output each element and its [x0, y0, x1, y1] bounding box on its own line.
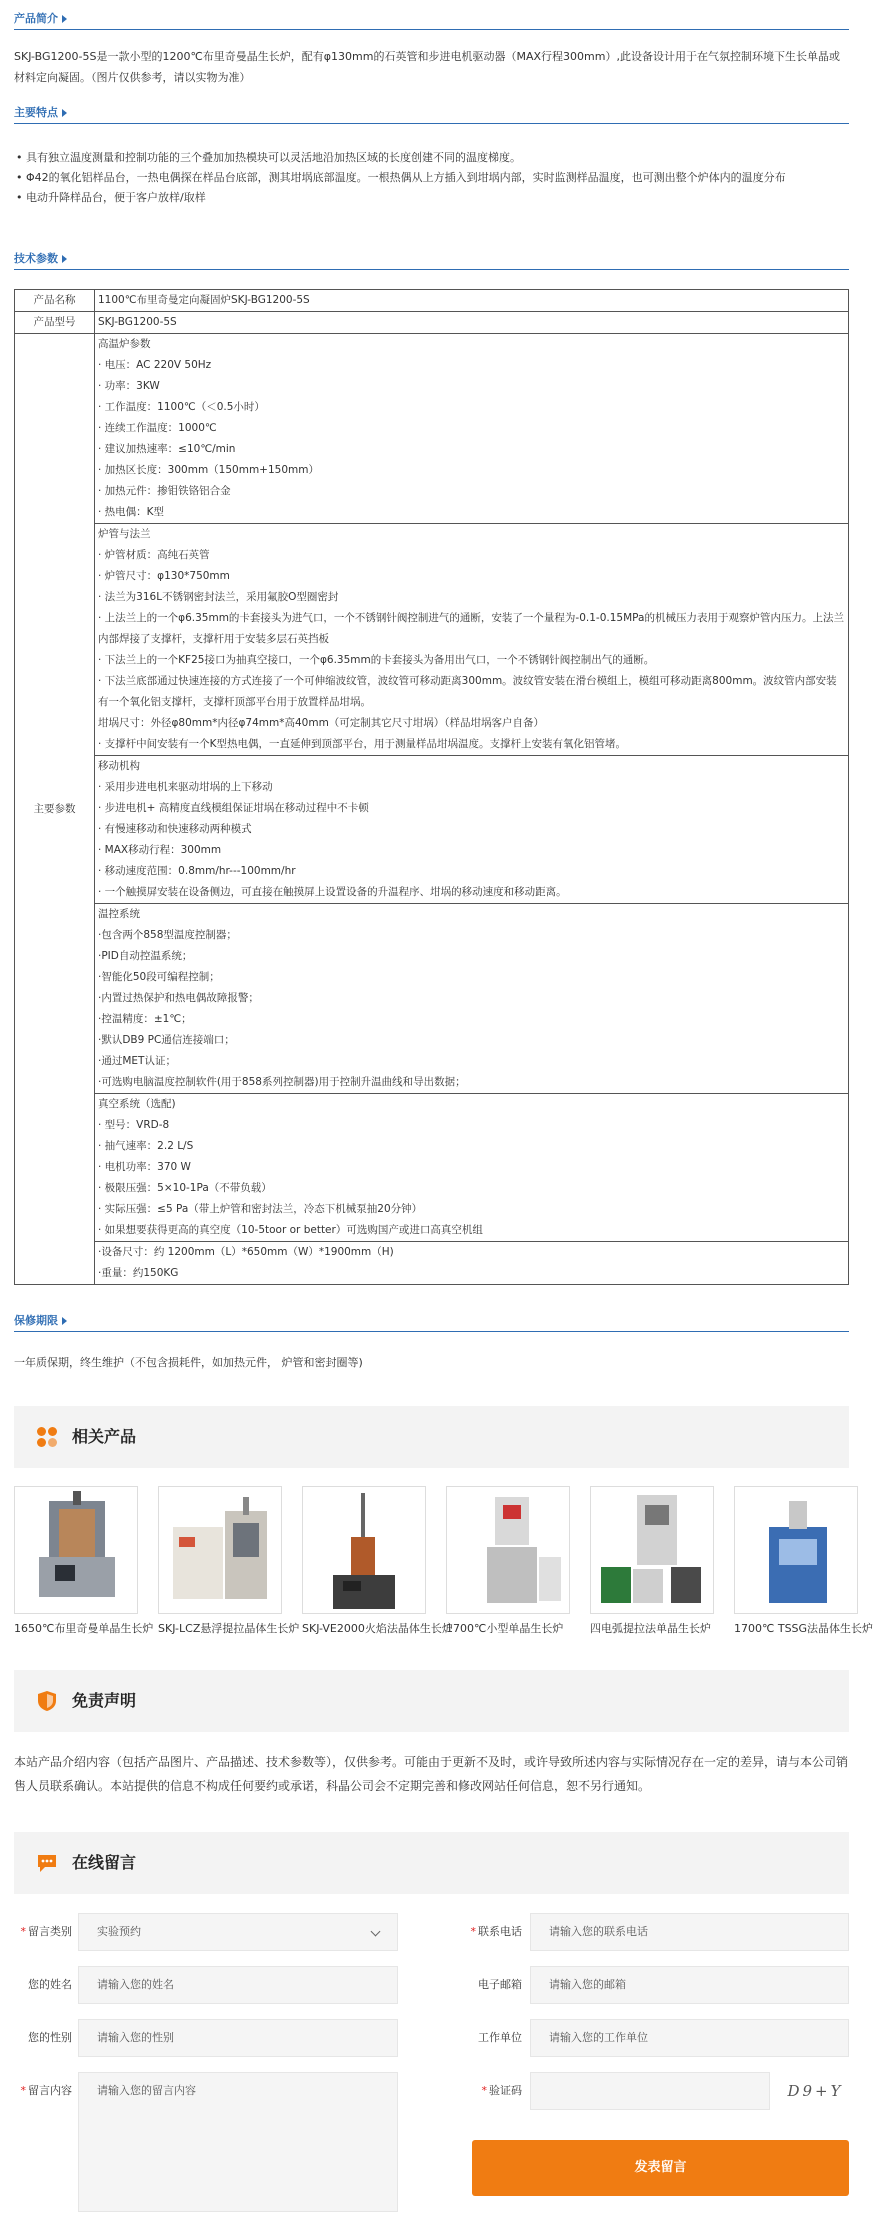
specs-heading-text: 技术参数: [14, 252, 58, 265]
spec-line: · 下法兰底部通过快速连接的方式连接了一个可伸缩波纹管，波纹管可移动距离300mm。波纹管安装在滑台模组上，模组可移动距离800mm。波纹管内部安装有一个氧化铝支撑杆，支撑杆顶部平台用于放置样品坩埚。: [98, 675, 837, 708]
captcha-image[interactable]: D9+Y: [787, 2082, 844, 2100]
spec-line: · 法兰为316L不锈钢密封法兰，采用氟胶O型圈密封: [98, 591, 339, 603]
product-card[interactable]: [158, 1486, 300, 1638]
spec-line: · 连续工作温度：1000℃: [98, 422, 217, 434]
product-image[interactable]: [734, 1486, 858, 1614]
table-row: [15, 290, 849, 312]
spec-line: · 电压：AC 220V 50Hz: [98, 359, 212, 371]
content-label: * 留言内容: [20, 2084, 72, 2097]
spec-line: · 移动速度范围：0.8mm/hr---100mm/hr: [98, 865, 296, 877]
table-row: [15, 334, 849, 524]
email-input[interactable]: 请输入您的邮箱: [530, 1966, 849, 2004]
spec-line: · 下法兰上的一个KF25接口为抽真空接口，一个φ6.35mm的卡套接头为备用出气口，一个不锈钢针阀控制出气的通断。: [98, 654, 655, 666]
spec-group: [95, 904, 849, 1094]
spec-key: 主要参数: [15, 334, 95, 1285]
spec-line: · 加热元件：掺钼铁铬铝合金: [98, 485, 231, 497]
spec-group: [95, 756, 849, 904]
spec-line: · 电机功率：370 W: [98, 1161, 191, 1173]
arrow-right-icon: [62, 109, 67, 117]
table-row: [15, 524, 849, 756]
spec-line: ·重量：约150KG: [98, 1267, 179, 1279]
spec-line: · 热电偶：K型: [98, 506, 165, 518]
table-row: [15, 1242, 849, 1285]
product-card[interactable]: [14, 1486, 154, 1638]
related-header: [14, 1406, 849, 1468]
features-heading-text: 主要特点: [14, 106, 58, 119]
spec-line: · 型号：VRD-8: [98, 1119, 170, 1131]
spec-value: 1100℃布里奇曼定向凝固炉SKJ-BG1200-5S: [95, 290, 849, 312]
product-name[interactable]: 1650℃布里奇曼单晶生长炉: [14, 1622, 154, 1635]
product-image[interactable]: [590, 1486, 714, 1614]
spec-line: · 步进电机+ 高精度直线模组保证坩埚在移动过程中不卡顿: [98, 802, 369, 814]
captcha-input[interactable]: [530, 2072, 770, 2110]
spec-group: [95, 524, 849, 756]
category-select[interactable]: [78, 1913, 398, 1951]
spec-line: ·可选购电脑温度控制软件(用于858系列控制器)用于控制升温曲线和导出数据；: [98, 1076, 466, 1088]
spec-line: · 实际压强：≤5 Pa（带上炉管和密封法兰，冷态下机械泵抽20分钟）: [98, 1203, 423, 1215]
warranty-heading-text: 保修期限: [14, 1314, 58, 1327]
product-image[interactable]: [302, 1486, 426, 1614]
content-textarea[interactable]: 请输入您的留言内容: [78, 2072, 398, 2212]
warranty-text: 一年质保期，终生维护（不包含损耗件，如加热元件， 炉管和密封圈等): [14, 1356, 363, 1369]
list-item: • 具有独立温度测量和控制功能的三个叠加加热模块可以灵活地沿加热区域的长度创建不同的温度梯度。: [14, 148, 849, 168]
intro-heading-text: 产品简介: [14, 12, 58, 25]
spec-line: · 炉管材质：高纯石英管: [98, 549, 210, 561]
specs-heading: [14, 250, 849, 270]
product-card[interactable]: [446, 1486, 570, 1638]
table-row: [15, 904, 849, 1094]
arrow-right-icon: [62, 1317, 67, 1325]
product-image[interactable]: [14, 1486, 138, 1614]
product-image[interactable]: [446, 1486, 570, 1614]
spec-line: ·通过MET认证；: [98, 1055, 176, 1067]
table-row: [15, 1094, 849, 1242]
spec-line: · 建议加热速率：≤10℃/min: [98, 443, 236, 455]
spec-table: [14, 289, 849, 1285]
spec-line: · 一个触摸屏安装在设备侧边，可直接在触摸屏上设置设备的升温程序、坩埚的移动速度和移动距离。: [98, 886, 567, 898]
gender-label: 您的性别: [28, 2031, 72, 2044]
spec-line: ·PID自动控温系统；: [98, 950, 193, 962]
arrow-right-icon: [62, 255, 67, 263]
warranty-heading: [14, 1312, 849, 1332]
spec-line: ·控温精度：±1℃；: [98, 1013, 192, 1025]
gender-input[interactable]: 请输入您的性别: [78, 2019, 398, 2057]
phone-label: * 联系电话: [470, 1925, 522, 1938]
list-item: • Φ42的氧化铝样品台，一热电偶探在样品台底部，测其坩埚底部温度。一根热偶从上方插入到坩埚内部，实时监测样品温度，也可测出整个炉体内的温度分布: [14, 168, 849, 188]
related-title: 相关产品: [72, 1427, 137, 1446]
table-row: [15, 312, 849, 334]
spec-line: 温控系统: [98, 908, 140, 920]
product-name[interactable]: 1700℃小型单晶生长炉: [446, 1622, 564, 1635]
category-selected-value: 实验预约: [97, 1925, 141, 1938]
spec-line: · 炉管尺寸：φ130*750mm: [98, 570, 230, 582]
grid-icon: [36, 1426, 58, 1448]
spec-line: 坩埚尺寸：外径φ80mm*内径φ74mm*高40mm（可定制其它尺寸坩埚）（样品坩埚客户自备）: [98, 717, 545, 729]
features-list: [14, 148, 849, 208]
spec-group: [95, 1094, 849, 1242]
spec-line: · 抽气速率：2.2 L/S: [98, 1140, 194, 1152]
spec-value: SKJ-BG1200-5S: [95, 312, 849, 334]
spec-line: · 上法兰上的一个φ6.35mm的卡套接头为进气口，一个不锈钢针阀控制进气的通断，安装了一个量程为-0.1-0.15MPa的机械压力表用于观察炉管内压力。上法兰内部焊接了支撑杆，支撑杆用于安装多层石英挡板: [98, 612, 844, 645]
spec-line: · 工作温度：1100℃（＜0.5小时）: [98, 401, 265, 413]
features-heading: [14, 104, 849, 124]
spec-line: · 加热区长度：300mm（150mm+150mm）: [98, 464, 319, 476]
message-header: [14, 1832, 849, 1894]
spec-line: ·包含两个858型温度控制器；: [98, 929, 237, 941]
spec-group: [95, 334, 849, 524]
disclaimer-text: 本站产品介绍内容（包括产品图片、产品描述、技术参数等），仅供参考。可能由于更新不及时，或许导致所述内容与实际情况存在一定的差异，请与本公司销售人员联系确认。本站提供的信息不构成任何要约或承诺，科晶公司会不定期完善和修改网站任何信息，恕不另行通知。: [14, 1755, 849, 1793]
product-card[interactable]: [590, 1486, 714, 1638]
spec-line: · 如果想要获得更高的真空度（10-5toor or better）可选购国产或进口高真空机组: [98, 1224, 483, 1236]
shield-icon: [36, 1690, 58, 1712]
product-card[interactable]: [302, 1486, 453, 1638]
disclaimer-header: [14, 1670, 849, 1732]
email-label: 电子邮箱: [478, 1978, 522, 1991]
spec-line: · 采用步进电机来驱动坩埚的上下移动: [98, 781, 273, 793]
submit-button[interactable]: 发表留言: [472, 2140, 849, 2196]
captcha-label: * 验证码: [481, 2084, 522, 2097]
spec-group: [95, 1242, 849, 1285]
name-label: 您的姓名: [28, 1978, 72, 1991]
product-card[interactable]: [734, 1486, 873, 1638]
spec-line: · 支撑杆中间安装有一个K型热电偶，一直延伸到顶部平台，用于测量样品坩埚温度。支撑杆上安装有氧化铝管堵。: [98, 738, 627, 750]
spec-line: 高温炉参数: [98, 338, 151, 350]
product-name[interactable]: SKJ-LCZ悬浮提拉晶体生长炉: [158, 1622, 300, 1635]
disclaimer-title: 免责声明: [72, 1691, 137, 1710]
product-name[interactable]: 四电弧提拉法单晶生长炉: [590, 1622, 711, 1635]
spec-key: 产品型号: [15, 312, 95, 334]
spec-line: · 功率：3KW: [98, 380, 160, 392]
company-label: 工作单位: [478, 2031, 522, 2044]
intro-heading: [14, 10, 849, 30]
category-label: * 留言类别: [20, 1925, 72, 1938]
spec-line: ·默认DB9 PC通信连接端口；: [98, 1034, 235, 1046]
spec-line: ·设备尺寸：约 1200mm（L）*650mm（W）*1900mm（H): [98, 1246, 394, 1258]
spec-line: · MAX移动行程：300mm: [98, 844, 222, 856]
spec-line: 炉管与法兰: [98, 528, 151, 540]
chevron-down-icon: [371, 1927, 381, 1937]
list-item: • 电动升降样品台，便于客户放样/取样: [14, 188, 849, 208]
arrow-right-icon: [62, 15, 67, 23]
spec-key: 产品名称: [15, 290, 95, 312]
message-title: 在线留言: [72, 1853, 137, 1872]
spec-line: 移动机构: [98, 760, 140, 772]
chat-bubble-icon: [36, 1852, 58, 1874]
spec-line: ·内置过热保护和热电偶故障报警；: [98, 992, 259, 1004]
product-name[interactable]: 1700℃ TSSG法晶体生长炉: [734, 1622, 873, 1635]
product-name[interactable]: SKJ-VE2000火焰法晶体生长炉: [302, 1622, 453, 1635]
company-input[interactable]: 请输入您的工作单位: [530, 2019, 849, 2057]
spec-line: · 极限压强：5×10-1Pa（不带负载）: [98, 1182, 272, 1194]
product-image[interactable]: [158, 1486, 282, 1614]
spec-line: 真空系统（选配): [98, 1098, 176, 1110]
spec-line: · 有慢速移动和快速移动两种模式: [98, 823, 252, 835]
phone-input[interactable]: 请输入您的联系电话: [530, 1913, 849, 1951]
table-row: [15, 756, 849, 904]
spec-line: ·智能化50段可编程控制；: [98, 971, 220, 983]
intro-text: SKJ-BG1200-5S是一款小型的1200℃布里奇曼晶生长炉，配有φ130mm的石英管和步进电机驱动器（MAX行程300mm）,此设备设计用于在气氛控制环境下生长单晶或材料定向凝固。（图片仅供参考，请以实物为准）: [14, 50, 840, 84]
name-input[interactable]: 请输入您的姓名: [78, 1966, 398, 2004]
